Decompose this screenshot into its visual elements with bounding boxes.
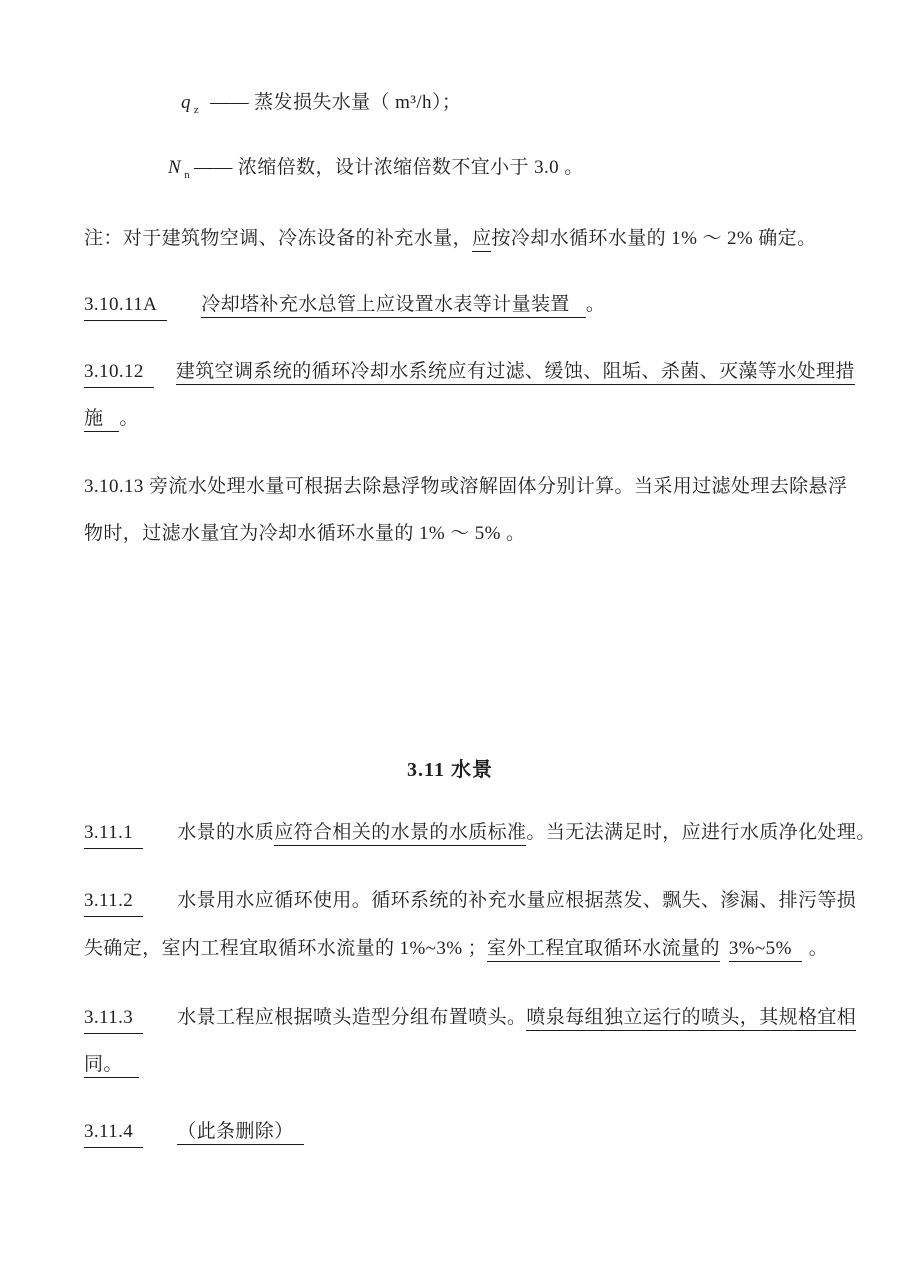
clause-underlined-text: 室外工程宜取循环水流量的 <box>487 938 720 962</box>
clause-text: 3.10.13 旁流水处理水量可根据去除悬浮物或溶解固体分别计算。当采用过滤处理去除悬浮 <box>84 476 848 497</box>
clause-number: 3.11.4 <box>84 1119 143 1148</box>
clause-underlined-text: 冷却塔补充水总管上应设置水表等计量装置 <box>201 294 586 318</box>
clause-number: 3.11.2 <box>84 888 143 917</box>
clause-text: 失确定，室内工程宜取循环水流量的 1%~3% ； <box>84 938 488 959</box>
clause-3-10-12-line2 <box>84 406 139 432</box>
clause-3-11-1 <box>84 820 876 849</box>
clause-underlined-text: 喷泉每组独立运行的喷头，其规格宜相 <box>526 1007 856 1031</box>
clause-3-10-13-line2 <box>84 521 525 547</box>
clause-underlined-text: 建筑空调系统的循环冷却水系统应有过滤、缓蚀、阻垢、杀菌、灭藻等水处理措 <box>176 361 855 385</box>
clause-text: 水景用水应循环使用。循环系统的补充水量应根据蒸发、飘失、渗漏、排污等损 <box>177 890 857 911</box>
clause-underlined-text: 应符合相关的水景的水质标准 <box>274 822 526 846</box>
variable-q-description: —— 蒸发损失水量（ m³/h）； <box>210 92 462 113</box>
note-underlined-text: 应 <box>472 228 491 252</box>
variable-n-symbol: N <box>168 157 182 178</box>
clause-underlined-text: 施 <box>84 408 119 432</box>
note-suffix: 按冷却水循环水量的 1% ～ 2% 确定。 <box>491 228 817 249</box>
note-prefix: 注：对于建筑物空调、冷冻设备的补充水量， <box>84 228 473 249</box>
section-title: 3.11 水景 <box>407 759 493 781</box>
clause-text: 。当无法满足时，应进行水质净化处理。 <box>526 822 876 843</box>
clause-period: 。 <box>585 294 606 315</box>
clause-3-10-12-line1 <box>84 359 855 388</box>
clause-number: 3.11.1 <box>84 820 143 849</box>
variable-n-description: —— 浓缩倍数，设计浓缩倍数不宜小于 3.0 。 <box>193 157 584 178</box>
variable-q-subscript: z <box>193 103 200 116</box>
clause-3-11-4 <box>84 1119 304 1148</box>
note-line <box>84 226 816 252</box>
definition-q-line <box>181 90 461 123</box>
clause-underlined-text: （此条删除） <box>177 1121 303 1145</box>
clause-text: 水景的水质 <box>177 822 275 843</box>
clause-number: 3.11.3 <box>84 1005 143 1034</box>
clause-number: 3.10.12 <box>84 359 154 388</box>
clause-3-10-13-line1 <box>84 474 847 500</box>
clause-3-11-3-line2 <box>84 1052 139 1078</box>
clause-3-11-2-line2 <box>84 936 828 962</box>
clause-underlined-text: 同。 <box>84 1054 139 1078</box>
variable-q-symbol: q <box>181 92 191 113</box>
clause-text: 水景工程应根据喷头造型分组布置喷头。 <box>177 1007 527 1028</box>
clause-underlined-value: 3%~5% <box>729 938 802 962</box>
clause-number: 3.10.11A <box>84 292 167 321</box>
clause-3-11-3-line1 <box>84 1005 856 1034</box>
clause-period: 。 <box>808 938 829 959</box>
definition-n-line <box>168 155 584 188</box>
clause-period: 。 <box>119 408 139 429</box>
clause-3-10-11a <box>84 292 605 321</box>
clause-text: 物时，过滤水量宜为冷却水循环水量的 1% ～ 5% 。 <box>84 523 526 544</box>
clause-3-11-2-line1 <box>84 888 856 917</box>
variable-n-subscript: n <box>184 168 190 181</box>
